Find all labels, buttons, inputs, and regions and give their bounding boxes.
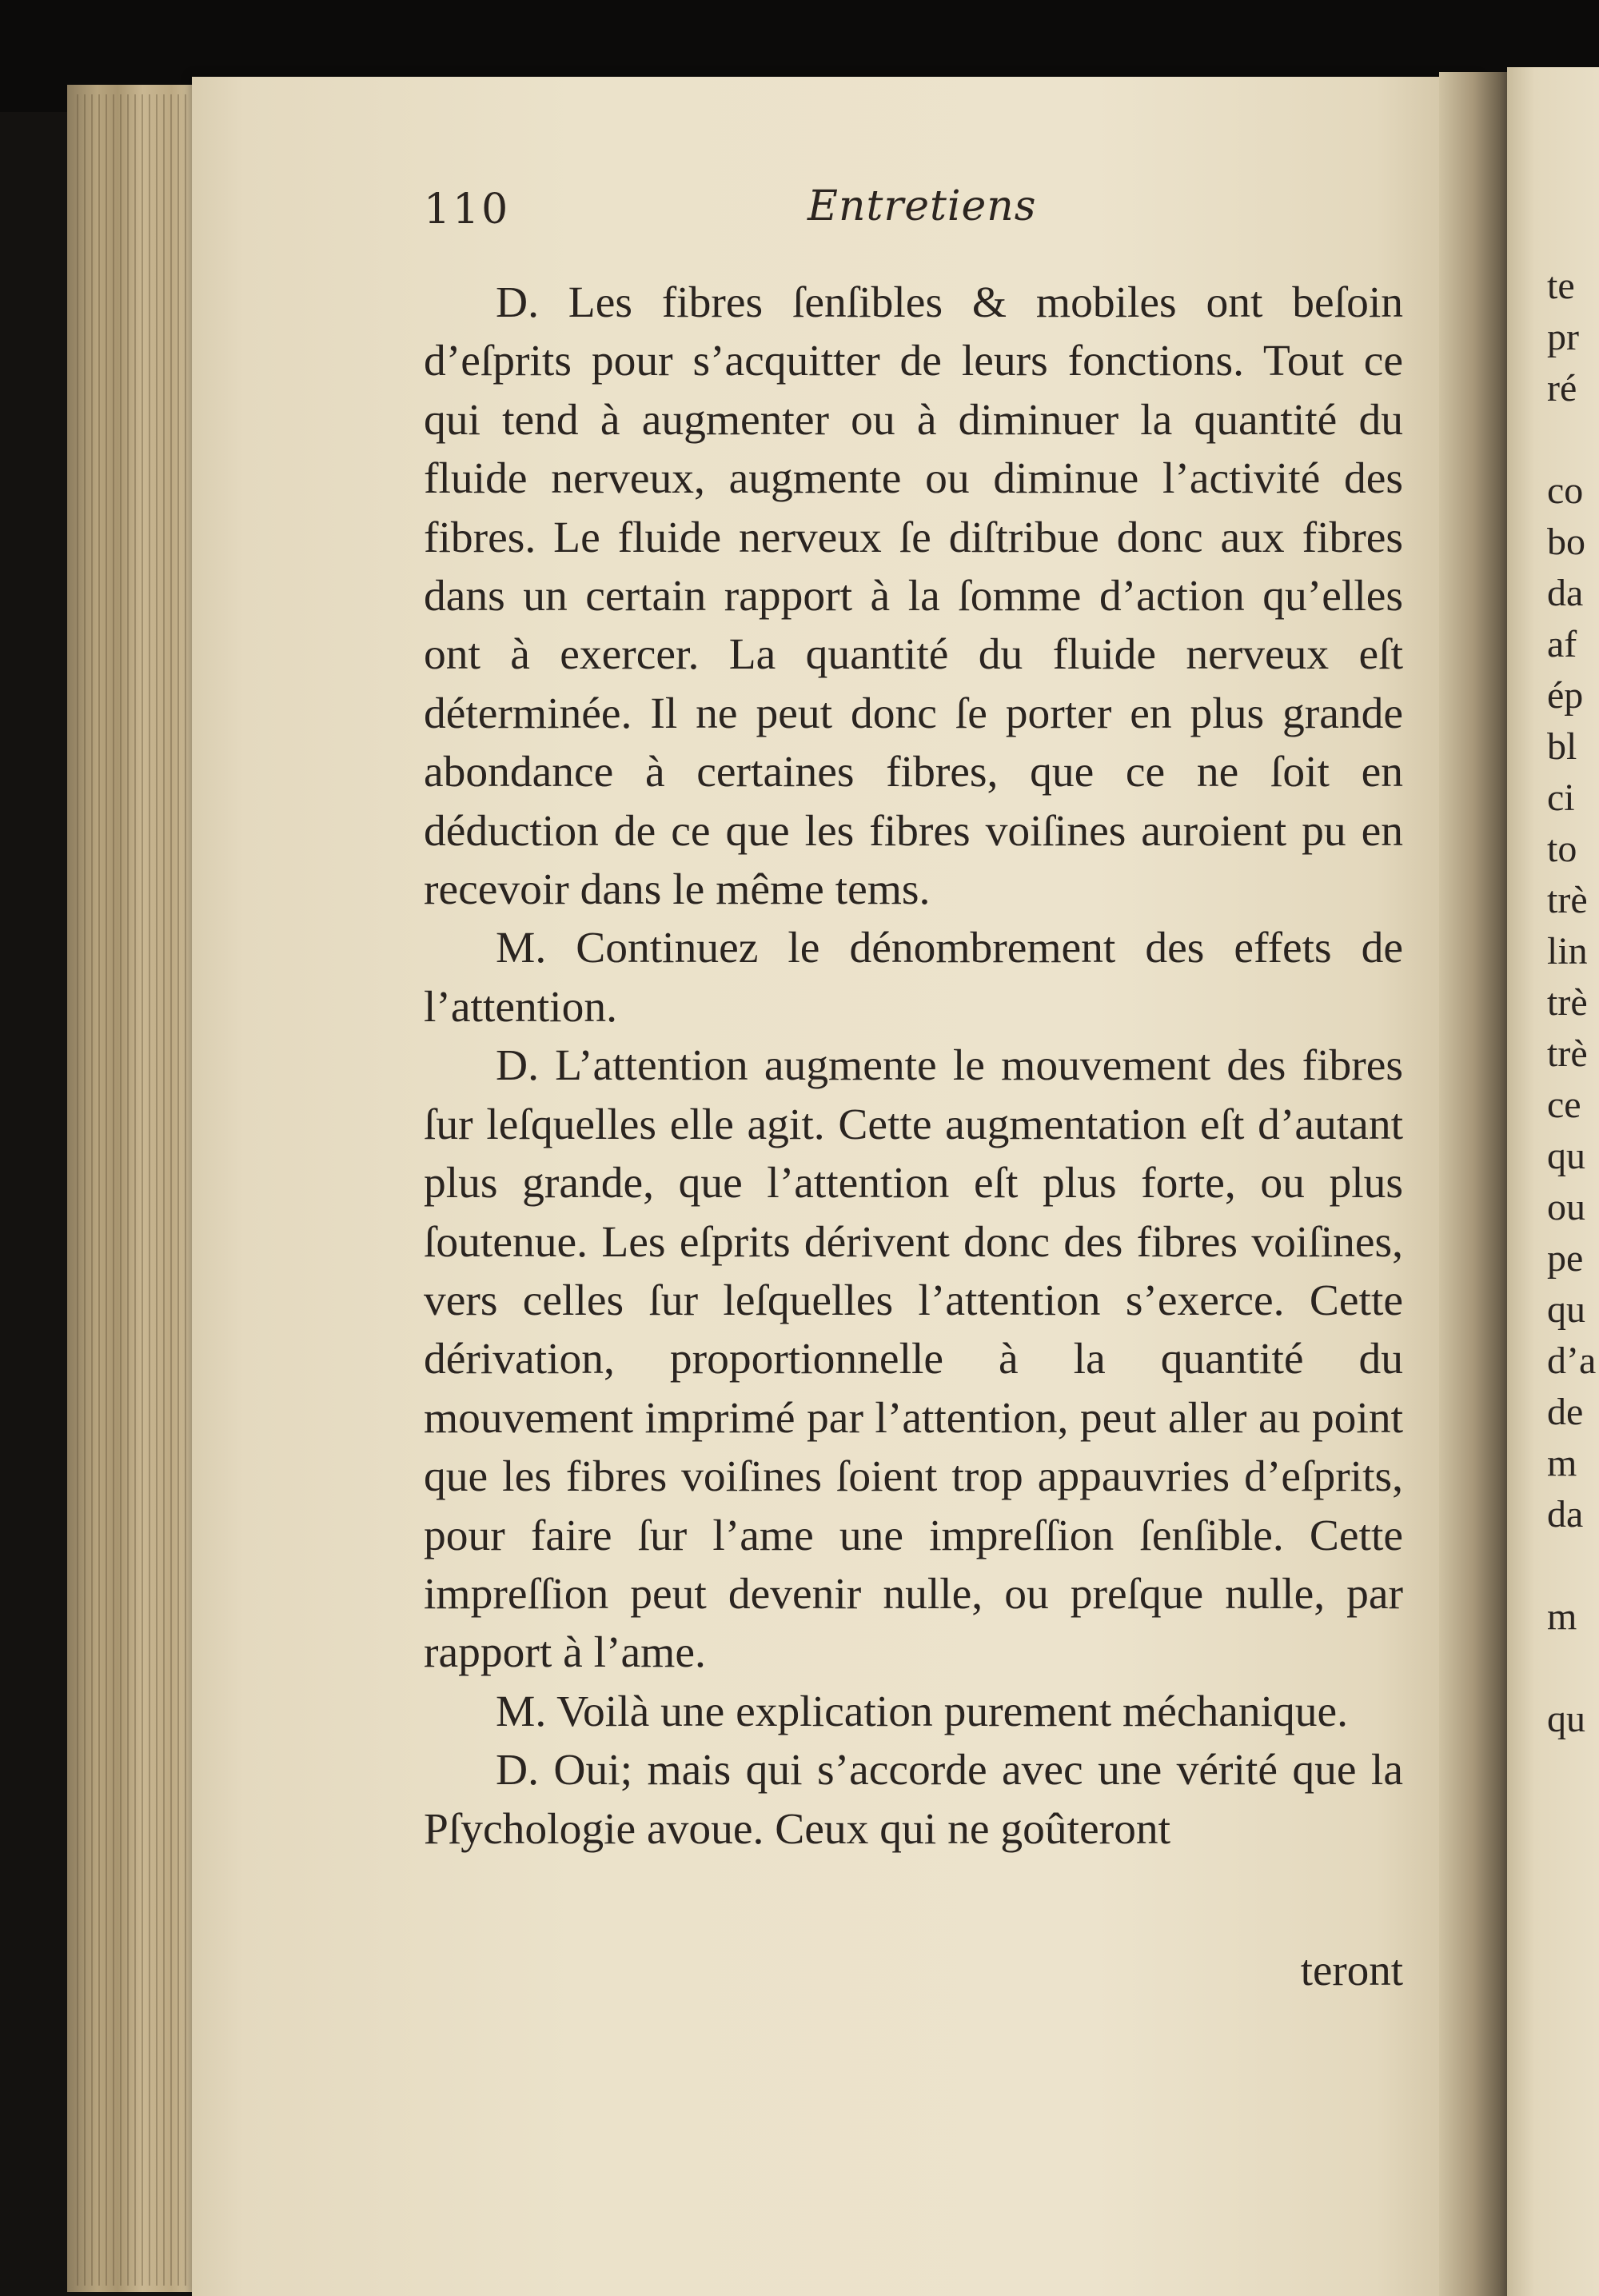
facing-fragment: da: [1547, 572, 1584, 614]
facing-fragment: trè: [1547, 981, 1588, 1024]
body-text: [424, 274, 1403, 1859]
facing-fragment: to: [1547, 828, 1577, 870]
facing-blank-line: [1547, 1543, 1599, 1595]
running-head: [424, 182, 1407, 250]
facing-fragment: ré: [1547, 367, 1577, 409]
page-stack-lines: [77, 94, 197, 2286]
facing-fragment: m: [1547, 1595, 1577, 1638]
facing-fragment: pe: [1547, 1237, 1584, 1280]
facing-blank-line: [1547, 417, 1599, 469]
facing-blank-line: [1547, 1646, 1599, 1697]
facing-fragment: co: [1547, 469, 1584, 512]
facing-fragment: da: [1547, 1493, 1584, 1535]
facing-fragment: de: [1547, 1391, 1584, 1433]
facing-fragment: bo: [1547, 521, 1585, 563]
paragraph-m-continuez: M. Continuez le dénombrement des effets de l’attention.: [424, 924, 1403, 1032]
running-title: Entretiens: [807, 182, 1037, 230]
catchword: teront: [1300, 1946, 1403, 1995]
page-number: 110: [424, 186, 511, 234]
paragraph-d-oui: D. Oui; mais qui s’accorde avec une vérité que la Pſychologie avoue. Ceux qui ne goûteront: [424, 1746, 1403, 1854]
paragraph-m-voila: M. Voilà une explication purement méchanique.: [496, 1687, 1349, 1736]
facing-fragment: qu: [1547, 1288, 1585, 1331]
facing-fragment: trè: [1547, 879, 1588, 921]
facing-fragment: trè: [1547, 1032, 1588, 1075]
facing-fragment: lin: [1547, 930, 1588, 972]
facing-fragment: ou: [1547, 1186, 1585, 1228]
facing-page-text: [1547, 264, 1599, 1748]
facing-fragment: ce: [1547, 1084, 1581, 1126]
book-gutter: [1439, 72, 1515, 2296]
facing-fragment: te: [1547, 265, 1575, 307]
facing-fragment: af: [1547, 623, 1577, 665]
facing-fragment: qu: [1547, 1135, 1585, 1177]
facing-fragment: m: [1547, 1442, 1577, 1484]
facing-fragment: qu: [1547, 1698, 1585, 1740]
paragraph-d-attention: D. L’attention augmente le mouvement des fibres ſur leſquelles elle agit. Cette augmentation eſt d’autant plus grande, que l’attention eſt plus forte, ou plus ſoutenue. Les eſprits dérivent donc des fibres voiſines, vers celles ſur leſquelles l’attention s’exerce. Cette dérivation, proportionnelle à la quantité du mouvement imprimé par l’attention, peut aller au point que les fibres voiſines ſoient trop appauvries d’eſprits, pour faire ſur l’ame une impreſſion ſenſible. Cette impreſſion peut devenir nulle, ou preſque nulle, par rapport à l’ame.: [424, 1041, 1403, 1678]
facing-fragment: pr: [1547, 316, 1579, 358]
facing-fragment: d’a: [1547, 1340, 1597, 1382]
paragraph-d-fibres: D. Les fibres ſenſibles & mobiles ont beſoin d’eſprits pour s’acquitter de leurs fonctions. Tout ce qui tend à augmenter ou à diminuer la quantité du fluide nerveux, augmente ou diminue l’activité des fibres. Le fluide nerveux ſe diſtribue donc aux fibres dans un certain rapport à la ſomme d’action qu’elles ont à exercer. La quantité du fluide nerveux eſt déterminée. Il ne peut donc ſe porter en plus grande abondance à certaines fibres, que ce ne ſoit en déduction de ce que les fibres voiſines auroient pu en recevoir dans le même tems.: [424, 278, 1403, 915]
facing-fragment: ép: [1547, 674, 1584, 717]
facing-fragment: bl: [1547, 725, 1577, 768]
facing-fragment: ci: [1547, 777, 1575, 819]
